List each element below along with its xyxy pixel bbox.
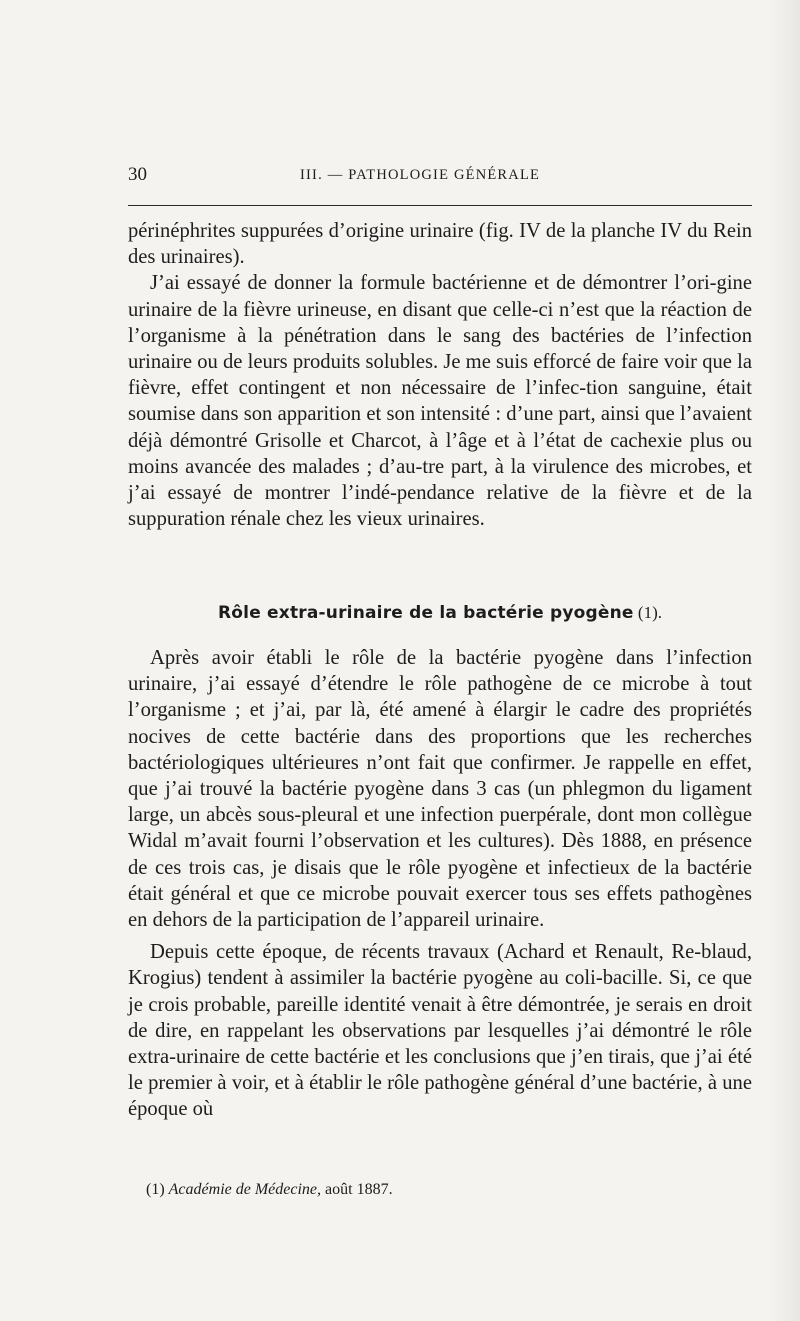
book-page [128,0,752,1321]
footnote [146,1181,393,1199]
footnote-marker: (1) [146,1181,165,1198]
page-number: 30 [128,164,147,185]
section-title: Rôle extra-urinaire de la bactérie pyogène [218,603,634,623]
page-fold-shadow [770,0,800,1321]
paragraph: périnéphrites suppurées d’origine urinaire (fig. IV de la planche IV du Rein des urinaires). [128,220,752,269]
paragraph: Depuis cette époque, de récents travaux (Achard et Renault, Re-blaud, Krogius) tendent à assimiler la bactérie pyogène au coli-bacille. Si, ce que je crois probable, pareille identité venait à être démontrée, je serais en droit de dire, en rappelant les observations par lesquelles j’ai démontré le rôle extra-urinaire de cette bactérie et les conclusions que j’en tirais, que j’ai été le premier à voir, et à établir le rôle pathogène général d’une bactérie, à une époque où [128,941,752,1121]
paragraph: Après avoir établi le rôle de la bactérie pyogène dans l’infection urinaire, j’ai essayé d’étendre le rôle pathogène de ce microbe à tout l’organisme ; et j’ai, par là, été amené à élargir le cadre des propriétés nocives de cette bactérie dans des proportions que les recherches bactériologiques ultérieures n’ont fait que confirmer. Je rappelle en effet, que j’ai trouvé la bactérie pyogène dans 3 cas (un phlegmon du ligament large, un abcès sous-pleural et une infection puerpérale, dont mon collègue Widal m’avait fourni l’observation et les cultures). Dès 1888, en présence de ces trois cas, je disais que le rôle pyogène et infectieux de la bactérie était général et que ce microbe pouvait exercer tous ses effets pathogènes en dehors de la participation de l’appareil urinaire. [128,647,752,932]
footnote-date: août 1887. [325,1181,393,1198]
paragraph: J’ai essayé de donner la formule bactérienne et de démontrer l’ori-gine urinaire de la fièvre urineuse, en disant que celle-ci n’est que la réaction de l’organisme à la pénétration dans le sang des bactéries de l’infection urinaire ou de leurs produits solubles. Je me suis efforcé de faire voir que la fièvre, effet contingent et non nécessaire de l’infec-tion sanguine, était soumise dans son apparition et son intensité : d’une part, ainsi que l’avaient déjà démontré Grisolle et Charcot, à l’âge et à l’état de cachexie plus ou moins avancée des malades ; d’au-tre part, à la virulence des microbes, et j’ai essayé de montrer l’indé-pendance relative de la fièvre et de la suppuration rénale chez les vieux urinaires. [128,272,752,531]
page-header [128,164,752,194]
footnote-source: Académie de Médecine, [168,1181,322,1198]
running-title: III. — PATHOLOGIE GÉNÉRALE [300,167,541,183]
footnote-reference: (1). [637,603,662,622]
body-text-top [128,218,752,532]
header-rule [128,205,752,206]
body-text-bottom [128,645,752,1123]
section-heading [128,603,752,623]
